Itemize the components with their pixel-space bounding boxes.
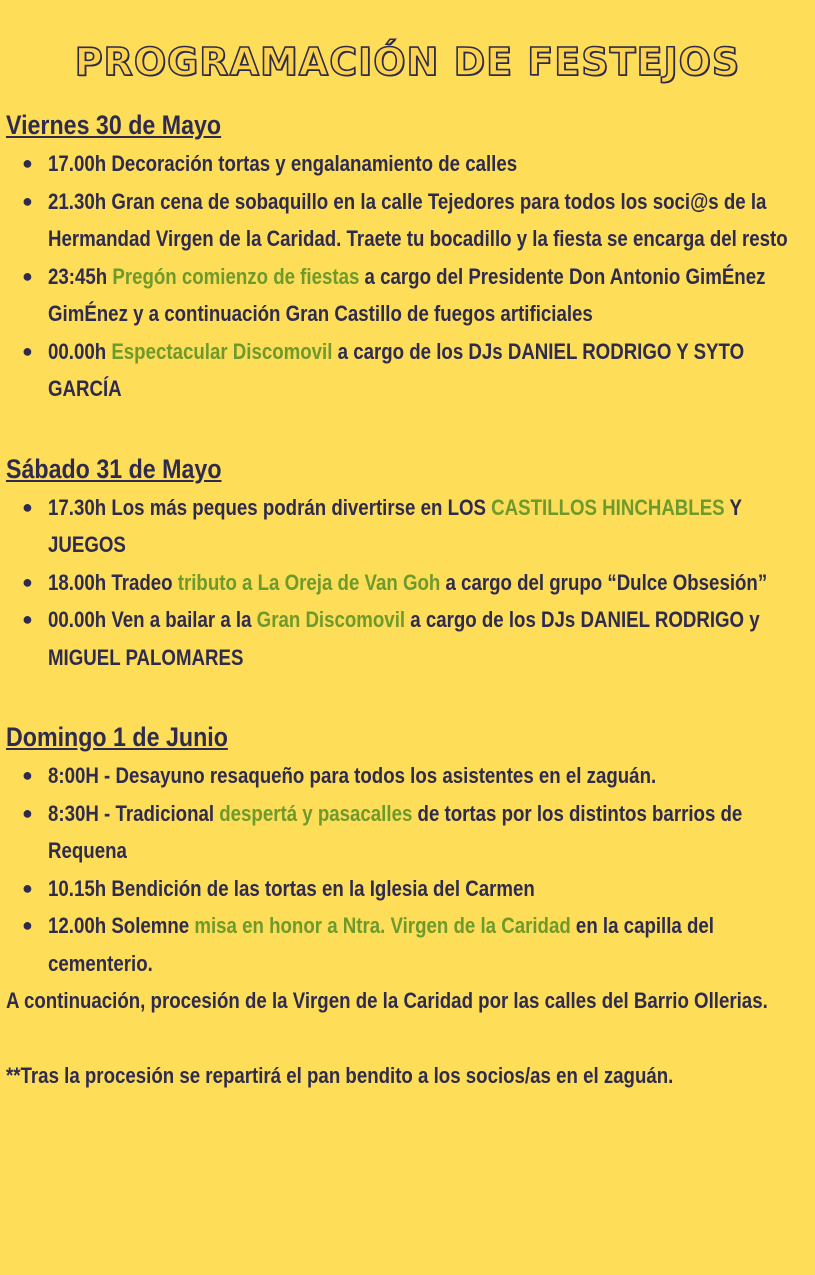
highlight-text: Espectacular Discomovil [111, 338, 333, 364]
footer-note: **Tras la procesión se repartirá el pan bendito a los socios/as en el zaguán. [6, 1062, 674, 1088]
sunday-procession-note: A continuación, procesión de la Virgen de la Caridad por las calles del Barrio Ollerias. [6, 988, 768, 1013]
list-item: ● 17.30h Los más peques podrán divertirse en LOS CASTILLOS HINCHABLES Y JUEGOS [22, 494, 742, 557]
list-item: ● 21.30h Gran cena de sobaquillo en la calle Tejedores para todos los soci@s de la Hermandad Virgen de la Caridad. Traete tu bocadillo y la fiesta se encarga del resto [22, 188, 788, 251]
list-item: ● 00.00h Ven a bailar a la Gran Discomovil a cargo de los DJs DANIEL RODRIGO y MIGUEL PALOMARES [22, 607, 760, 670]
list-item: ● 10.15h Bendición de las tortas en la Iglesia del Carmen [22, 875, 535, 901]
day-section-sunday [6, 757, 809, 1094]
highlight-text: CASTILLOS HINCHABLES [491, 494, 725, 520]
highlight-text: misa en honor a Ntra. Virgen de la Caridad [194, 913, 571, 938]
day-heading-saturday: Sábado 31 de Mayo [6, 453, 222, 484]
highlight-text: Gran Discomovil [256, 607, 406, 632]
highlight-text: tributo a La Oreja de Van Goh [177, 569, 441, 595]
list-item: ● 17.00h Decoración tortas y engalanamiento de calles [22, 151, 518, 176]
day-section-saturday [6, 489, 809, 677]
list-item: ● 18.00h Tradeo tributo a La Oreja de Van Goh a cargo del grupo “Dulce Obsesión” [22, 569, 768, 595]
highlight-text: Pregón comienzo de fiestas [112, 263, 360, 289]
page-title: PROGRAMACIÓN DE FESTEJOS [74, 40, 741, 84]
day-heading-sunday: Domingo 1 de Junio [6, 722, 228, 752]
day-heading-friday: Viernes 30 de Mayo [6, 110, 222, 140]
list-item: ● 23:45h Pregón comienzo de fiestas a cargo del Presidente Don Antonio GimÉnez GimÉnez y a continuación Gran Castillo de fuegos artificiales [22, 263, 766, 326]
list-item: ● 8:00H - Desayuno resaqueño para todos los asistentes en el zaguán. [22, 763, 657, 788]
day-section-friday [6, 145, 809, 408]
list-item: ● 00.00h Espectacular Discomovil a cargo de los DJs DANIEL RODRIGO Y SYTO GARCÍA [22, 338, 745, 401]
list-item: ● 8:30H - Tradicional despertá y pasacalles de tortas por los distintos barrios de Requena [22, 800, 743, 863]
list-item: ● 12.00h Solemne misa en honor a Ntra. Virgen de la Caridad en la capilla del cementerio. [22, 913, 714, 976]
highlight-text: despertá y pasacalles [219, 800, 413, 826]
